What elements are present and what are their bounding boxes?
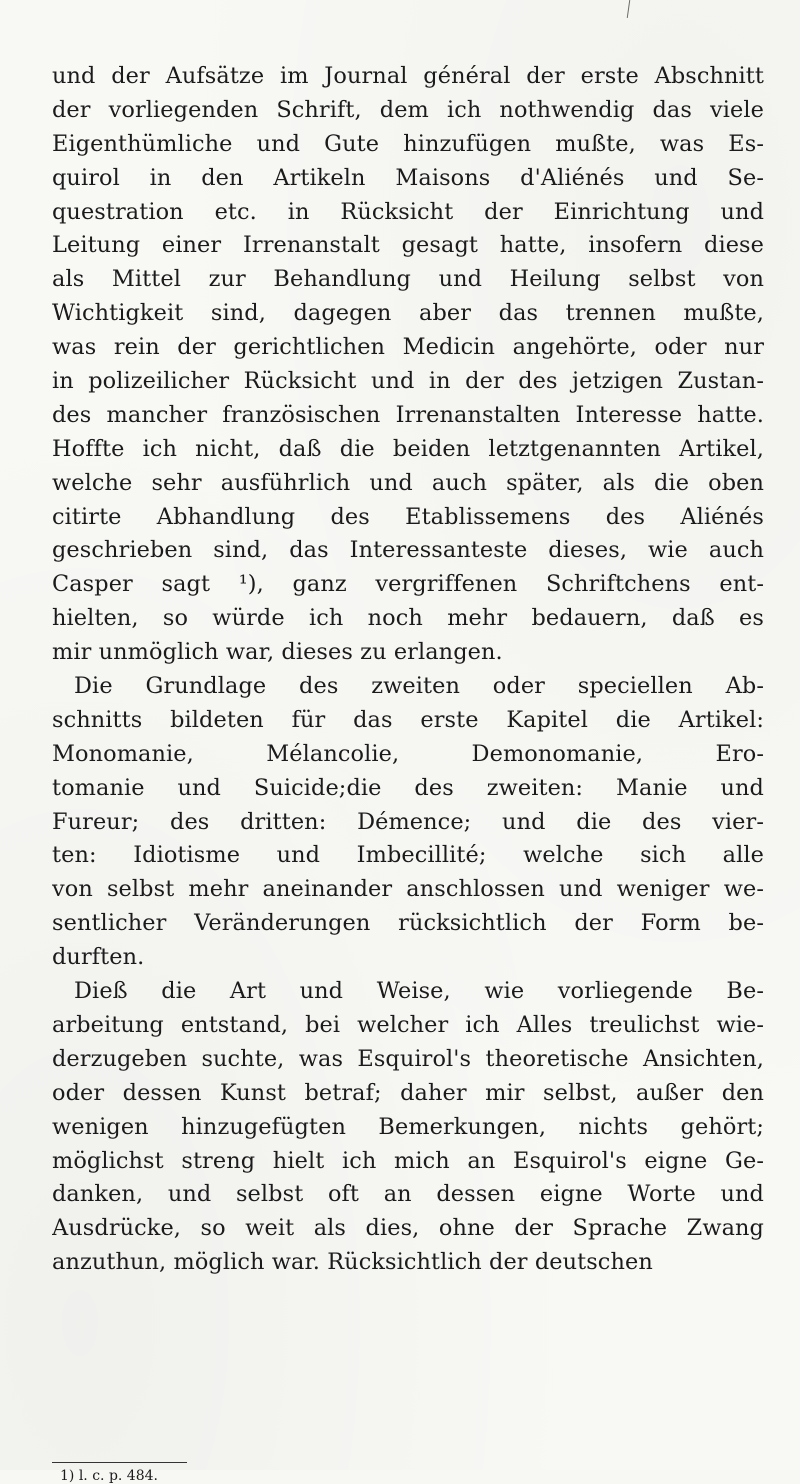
text-line: danken, und selbst oft an dessen eigne Worte und: [52, 1181, 764, 1208]
text-line: quirol in den Artikeln Maisons d'Aliénés und Se-: [52, 164, 764, 191]
text-line: Die Grundlage des zweiten oder speciellen Ab-: [74, 673, 764, 700]
text-line: wenigen hinzugefügten Bemerkungen, nichts gehört;: [52, 1113, 764, 1140]
text-line: Eigenthümliche und Gute hinzufügen mußte, was Es-: [52, 130, 764, 157]
text-line: des mancher französischen Irrenanstalten Interesse hatte.: [52, 401, 764, 428]
text-line: questration etc. in Rücksicht der Einrichtung und: [52, 198, 764, 225]
text-line: Ausdrücke, so weit als dies, ohne der Sprache Zwang: [52, 1215, 764, 1242]
text-line: Casper sagt ¹), ganz vergriffenen Schriftchens ent-: [52, 571, 764, 598]
text-line: oder dessen Kunst betraf; daher mir selbst, außer den: [52, 1079, 764, 1106]
footnote: 1) l. c. p. 484.: [60, 1468, 158, 1484]
text-line: schnitts bildeten für das erste Kapitel die Artikel:: [52, 706, 764, 733]
text-line: Leitung einer Irrenanstalt gesagt hatte, insofern diese: [52, 232, 764, 259]
text-line: sentlicher Veränderungen rücksichtlich der Form be-: [52, 910, 764, 937]
text-line: was rein der gerichtlichen Medicin angehörte, oder nur: [52, 334, 764, 361]
text-line: Wichtigkeit sind, dagegen aber das trennen mußte,: [52, 300, 764, 327]
scan-mark: [627, 0, 630, 18]
body-text: [52, 60, 764, 1280]
text-line: tomanie und Suicide;die des zweiten: Manie und: [52, 774, 764, 801]
text-line: und der Aufsätze im Journal général der erste Abschnitt: [52, 63, 764, 89]
text-line: möglichst streng hielt ich mich an Esquirol's eigne Ge-: [52, 1147, 764, 1174]
text-line: arbeitung entstand, bei welcher ich Alles treulichst wie-: [52, 1011, 764, 1038]
text-line: in polizeilicher Rücksicht und in der des jetzigen Zustan-: [52, 368, 764, 395]
footnote-rule: [52, 1462, 187, 1463]
text-line: der vorliegenden Schrift, dem ich nothwendig das viele: [52, 96, 764, 123]
text-line: durften.: [52, 944, 145, 971]
text-line: hielten, so würde ich noch mehr bedauern, daß es: [52, 605, 764, 632]
text-line: ten: Idiotisme und Imbecillité; welche sich alle: [52, 842, 764, 869]
text-line: welche sehr ausführlich und auch später, als die oben: [52, 469, 764, 496]
text-line: von selbst mehr aneinander anschlossen und weniger we-: [52, 876, 764, 903]
text-line: Hoffte ich nicht, daß die beiden letztgenannten Artikel,: [52, 435, 764, 462]
text-line: geschrieben sind, das Interessanteste dieses, wie auch: [52, 537, 764, 564]
text-line: citirte Abhandlung des Etablissemens des Aliénés: [52, 503, 764, 530]
text-line: als Mittel zur Behandlung und Heilung selbst von: [52, 266, 764, 293]
text-line: Fureur; des dritten: Démence; und die des vier-: [52, 808, 764, 835]
text-line: Monomanie, Mélancolie, Demonomanie, Ero-: [52, 740, 764, 767]
text-line: mir unmöglich war, dieses zu erlangen.: [52, 639, 503, 666]
text-line: anzuthun, möglich war. Rücksichtlich der deutschen: [52, 1249, 653, 1276]
text-line: Dieß die Art und Weise, wie vorliegende Be-: [74, 978, 764, 1005]
text-line: derzugeben suchte, was Esquirol's theoretische Ansichten,: [52, 1045, 764, 1072]
